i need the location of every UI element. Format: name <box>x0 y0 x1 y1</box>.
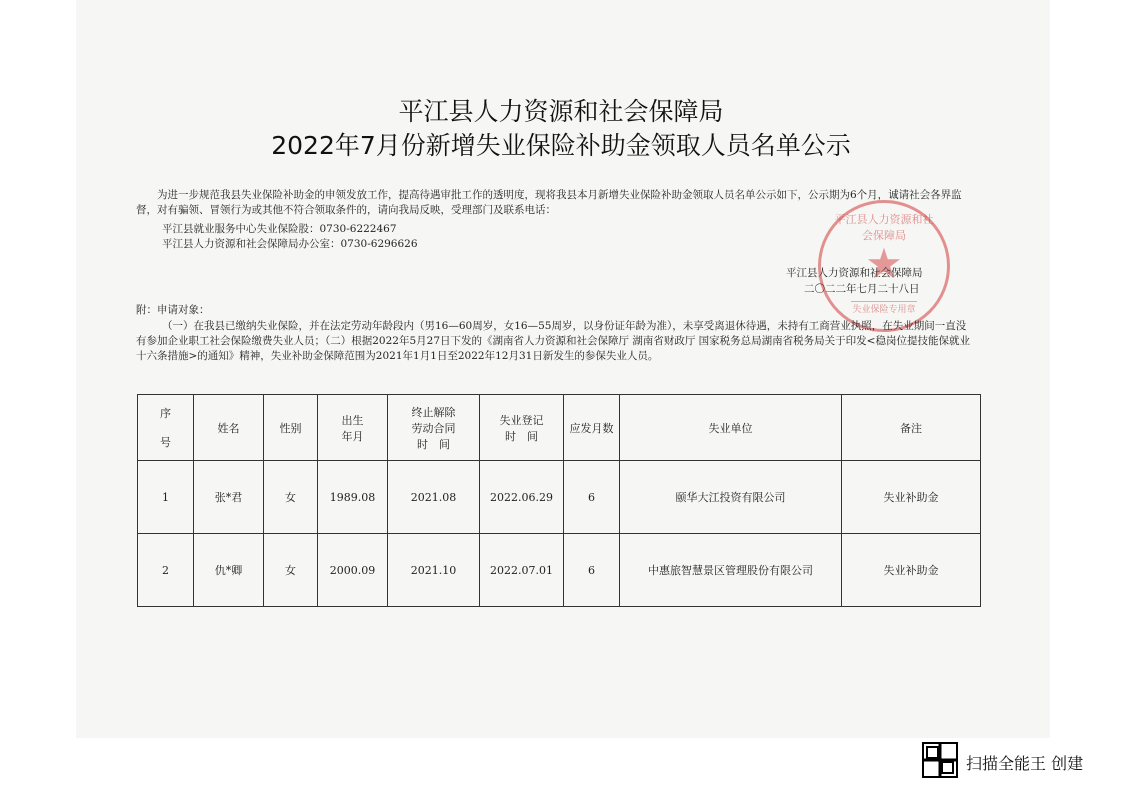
cell-employer: 颐华大江投资有限公司 <box>620 461 842 534</box>
cell-index: 1 <box>138 461 194 534</box>
seal-text: 平江县人力资源和社会保障局 <box>834 213 934 242</box>
cell-birth: 2000.09 <box>318 534 388 607</box>
cell-gender: 女 <box>264 461 318 534</box>
cell-register-date: 2022.06.29 <box>480 461 564 534</box>
col-header-remarks: 备注 <box>842 395 981 461</box>
recipient-table <box>137 394 981 607</box>
cell-gender: 女 <box>264 534 318 607</box>
cell-birth: 1989.08 <box>318 461 388 534</box>
table-row <box>138 534 981 607</box>
cell-employer: 中惠旅智慧景区管理股份有限公司 <box>620 534 842 607</box>
cell-months: 6 <box>564 461 620 534</box>
appendix-label: 附：申请对象： <box>136 304 210 316</box>
col-header-employer: 失业单位 <box>620 395 842 461</box>
cell-contract-end: 2021.10 <box>388 534 480 607</box>
col-header-months: 应发月数 <box>564 395 620 461</box>
col-header-register-date: 失业登记 时 间 <box>480 395 564 461</box>
cell-register-date: 2022.07.01 <box>480 534 564 607</box>
cell-index: 2 <box>138 534 194 607</box>
table-row <box>138 461 981 534</box>
col-header-gender: 性别 <box>264 395 318 461</box>
col-header-birth: 出生 年月 <box>318 395 388 461</box>
page-subtitle: 2022年7月份新增失业保险补助金领取人员名单公示 <box>271 131 851 160</box>
table-header-row <box>138 395 981 461</box>
cell-contract-end: 2021.08 <box>388 461 480 534</box>
cell-months: 6 <box>564 534 620 607</box>
seal-band: 失业保险专用章 <box>851 301 917 315</box>
contact-line-1: 平江县就业服务中心失业保险股：0730-6222467 <box>162 223 397 235</box>
signature-org: 平江县人力资源和社会保障局 <box>786 267 923 279</box>
qr-code-icon <box>922 742 958 778</box>
col-header-name: 姓名 <box>194 395 264 461</box>
signature-date: 二〇二二年七月二十八日 <box>804 283 920 295</box>
cell-name: 张*君 <box>194 461 264 534</box>
col-header-contract-end: 终止解除 劳动合同 时 间 <box>388 395 480 461</box>
scanner-brand: 扫描全能王 创建 <box>966 754 1084 773</box>
cell-name: 仇*卿 <box>194 534 264 607</box>
cell-remarks: 失业补助金 <box>842 534 981 607</box>
appendix-paragraph: （一）在我县已缴纳失业保险，并在法定劳动年龄段内（男16—60周岁，女16—55周岁，以身份证年龄为准），未享受离退休待遇，未持有工商营业执照，在失业期间一直没有参加企业职工社会保险缴费失业人员；（二）根据2022年5月27日下发的《湖南省人力资源和社会保障厅 湖南省财政厅 国家税务总局湖南省税务局关于印发<稳岗位提技能保就业十六条措施>的通知》精神，失业补助金保障范围为2021年1月1日至2022年12月31日新发生的参保失业人员。 <box>136 320 970 362</box>
cell-remarks: 失业补助金 <box>842 461 981 534</box>
col-header-index: 序 号 <box>138 395 194 461</box>
contact-line-2: 平江县人力资源和社会保障局办公室：0730-6296626 <box>162 238 418 250</box>
page-title: 平江县人力资源和社会保障局 <box>398 97 724 126</box>
scanner-footer <box>922 740 1112 782</box>
star-icon: ★ <box>865 239 903 288</box>
intro-paragraph: 为进一步规范我县失业保险补助金的申领发放工作，提高待遇审批工作的透明度，现将我县本月新增失业保险补助金领取人员名单公示如下，公示期为6个月，诚请社会各界监督，对有骗领、冒领行为或其他不符合领取条件的，请向我局反映，受理部门及联系电话： <box>136 189 962 216</box>
